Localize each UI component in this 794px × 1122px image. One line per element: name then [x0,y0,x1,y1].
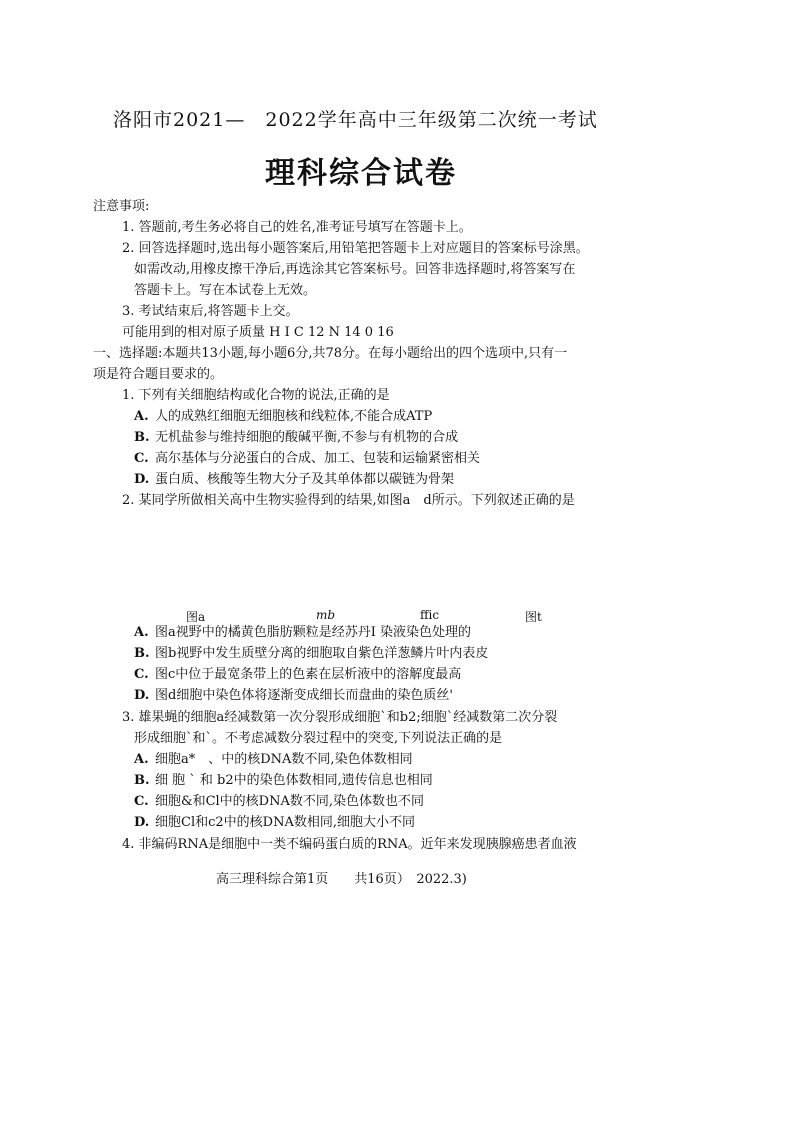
question-1-option-b [134,430,458,446]
option-letter: A. [134,625,149,640]
figure-label-a: 图a [186,610,206,624]
option-letter: B. [134,646,150,661]
option-letter: D. [134,815,150,830]
option-letter: C. [134,794,149,809]
option-text: 图b视野中发生质壁分离的细胞取自紫色洋葱鳞片叶内表皮 [155,646,489,661]
question-1-option-c [134,451,480,467]
option-letter: C. [134,451,149,466]
option-text: 人的成熟红细胞无细胞核和线粒体,不能合成ATP [155,409,433,424]
option-text: 细胞&和Cl中的核DNA数不同,染色体数也不同 [155,794,424,809]
exam-title: 洛阳市2021— 2022学年高中三年级第二次统一考试 [113,109,598,131]
option-letter: A. [134,752,149,767]
option-letter: A. [134,409,149,424]
notes-item-2-cont2: 答题卡上。写在本试卷上无效。 [134,283,317,298]
page-title: 理科综合试卷 [265,156,457,191]
option-text: 高尔基体与分泌蛋白的合成、加工、包装和运输紧密相关 [155,451,481,466]
question-3-option-a [134,752,413,768]
option-text: 图d细胞中染色体将逐渐变成细长而盘曲的染色质丝' [155,688,453,703]
option-letter: B. [134,773,150,788]
question-4-stem: 4. 非编码RNA是细胞中一类不编码蛋白质的RNA。近年来发现胰腺癌患者血液 [122,837,577,852]
option-text: 细 胞 ` 和 b2中的染色体数相同,遗传信息也相同 [155,773,433,788]
question-2-stem: 2. 某同学所做相关高中生物实验得到的结果,如图a d所示。下列叙述正确的是 [122,493,575,508]
question-1-option-a [134,409,432,425]
notes-item-1: 1. 答题前,考生务必将自己的姓名,准考证号填写在答题卡上。 [122,220,472,235]
question-3-stem-cont: 形成细胞`和`。不考虑减数分裂过程中的突变,下列说法正确的是 [134,731,503,746]
notes-item-2: 2. 回答选择题时,选出每小题答案后,用铅笔把答题卡上对应题目的答案标号涂黑。 [122,241,589,256]
option-letter: D. [134,688,150,703]
question-1-stem: 1. 下列有关细胞结构或化合物的说法,正确的是 [122,388,390,403]
question-1-option-d [134,472,454,488]
figure-label-b: mb [316,608,336,622]
option-letter: B. [134,430,150,445]
option-text: 图c中位于最宽条带上的色素在层析液中的溶解度最高 [155,667,462,682]
option-letter: D. [134,472,150,487]
question-2-option-c [134,667,461,683]
question-3-option-b [134,773,433,789]
option-text: 细胞Cl和c2中的核DNA数相同,细胞大小不同 [155,815,415,830]
notes-heading: 注意事项: [93,199,150,214]
option-letter: C. [134,667,149,682]
option-text: 细胞a* 、中的核DNA数不同,染色体数相同 [155,752,413,767]
figure-label-d: 图t [525,610,542,624]
notes-item-3: 3. 考试结束后,将答题卡上交。 [122,304,299,319]
figure-label-c: ffic [420,608,440,622]
option-text: 蛋白质、核酸等生物大分子及其单体都以碳链为骨架 [155,472,455,487]
page-footer: 高三理科综合第1页 共16页） 2022.3) [216,872,467,887]
option-text: 图a视野中的橘黄色脂肪颗粒是经苏丹I 染液染色处理的 [155,625,472,640]
question-3-option-d [134,815,415,831]
question-2-option-a [134,625,471,641]
question-2-option-b [134,646,488,662]
section-heading: 一、选择题:本题共13小题,每小题6分,共78分。在每小题给出的四个选项中,只有一 [93,346,568,361]
option-text: 无机盐参与维持细胞的酸碱平衡,不参与有机物的合成 [155,430,459,445]
question-3-option-c [134,794,424,810]
notes-item-2-cont: 如需改动,用橡皮擦干净后,再选涂其它答案标号。回答非选择题时,将答案写在 [134,262,576,277]
question-3-stem: 3. 雄果蝇的细胞a经减数第一次分裂形成细胞`和b2;细胞`经减数第二次分裂 [122,710,558,725]
section-heading-cont: 项是符合题目要求的。 [93,367,224,382]
atomic-mass-line: 可能用到的相对原子质量 H I C 12 N 14 0 16 [122,325,394,340]
question-2-option-d [134,688,453,704]
